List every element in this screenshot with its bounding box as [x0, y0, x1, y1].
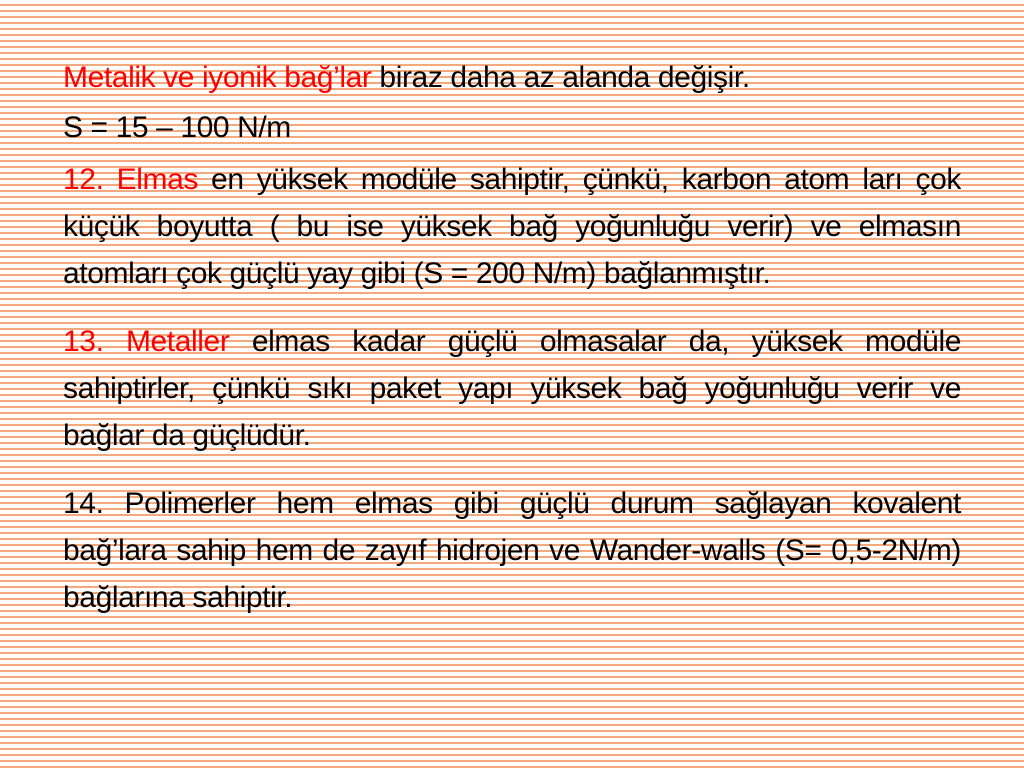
paragraph-14-polymers: 14. Polimerler hem elmas gibi güçlü durum sağlayan kovalent bağ’lara sahip hem de zayıf hidrojen ve Wander-walls (S= 0,5-2N/m) bağlarına sahiptir.: [63, 487, 961, 614]
stiffness-range-line: S = 15 – 100 N/m: [63, 111, 291, 144]
item-number-12: 12.: [63, 163, 104, 196]
paragraph-12-text: en yüksek modüle sahiptir, çünkü, karbon atom ları çok küçük boyutta ( bu ise yüksek bağ yoğunluğu verir) ve elmasın atomları çok güçlü yay gibi (S = 200 N/m) bağlanmıştır.: [63, 163, 961, 290]
intro-line: [63, 54, 961, 101]
keyword-metals: Metaller: [125, 325, 230, 358]
slide-content: [63, 54, 961, 621]
paragraph-13-text: elmas kadar güçlü olmasalar da, yüksek modüle sahiptirler, çünkü sıkı paket yapı yüksek bağ yoğunluğu verir ve bağlar da güçlüdür.: [63, 325, 962, 452]
highlight-metallic-ionic-bonds: Metalik ve iyonik bağ’lar: [63, 61, 372, 94]
keyword-diamond: Elmas: [116, 163, 198, 196]
paragraph-12-diamond: [63, 156, 961, 297]
paragraph-13-metals: [63, 318, 961, 459]
intro-line-rest: biraz daha az alanda değişir.: [371, 61, 750, 94]
item-number-13: 13.: [63, 325, 104, 358]
